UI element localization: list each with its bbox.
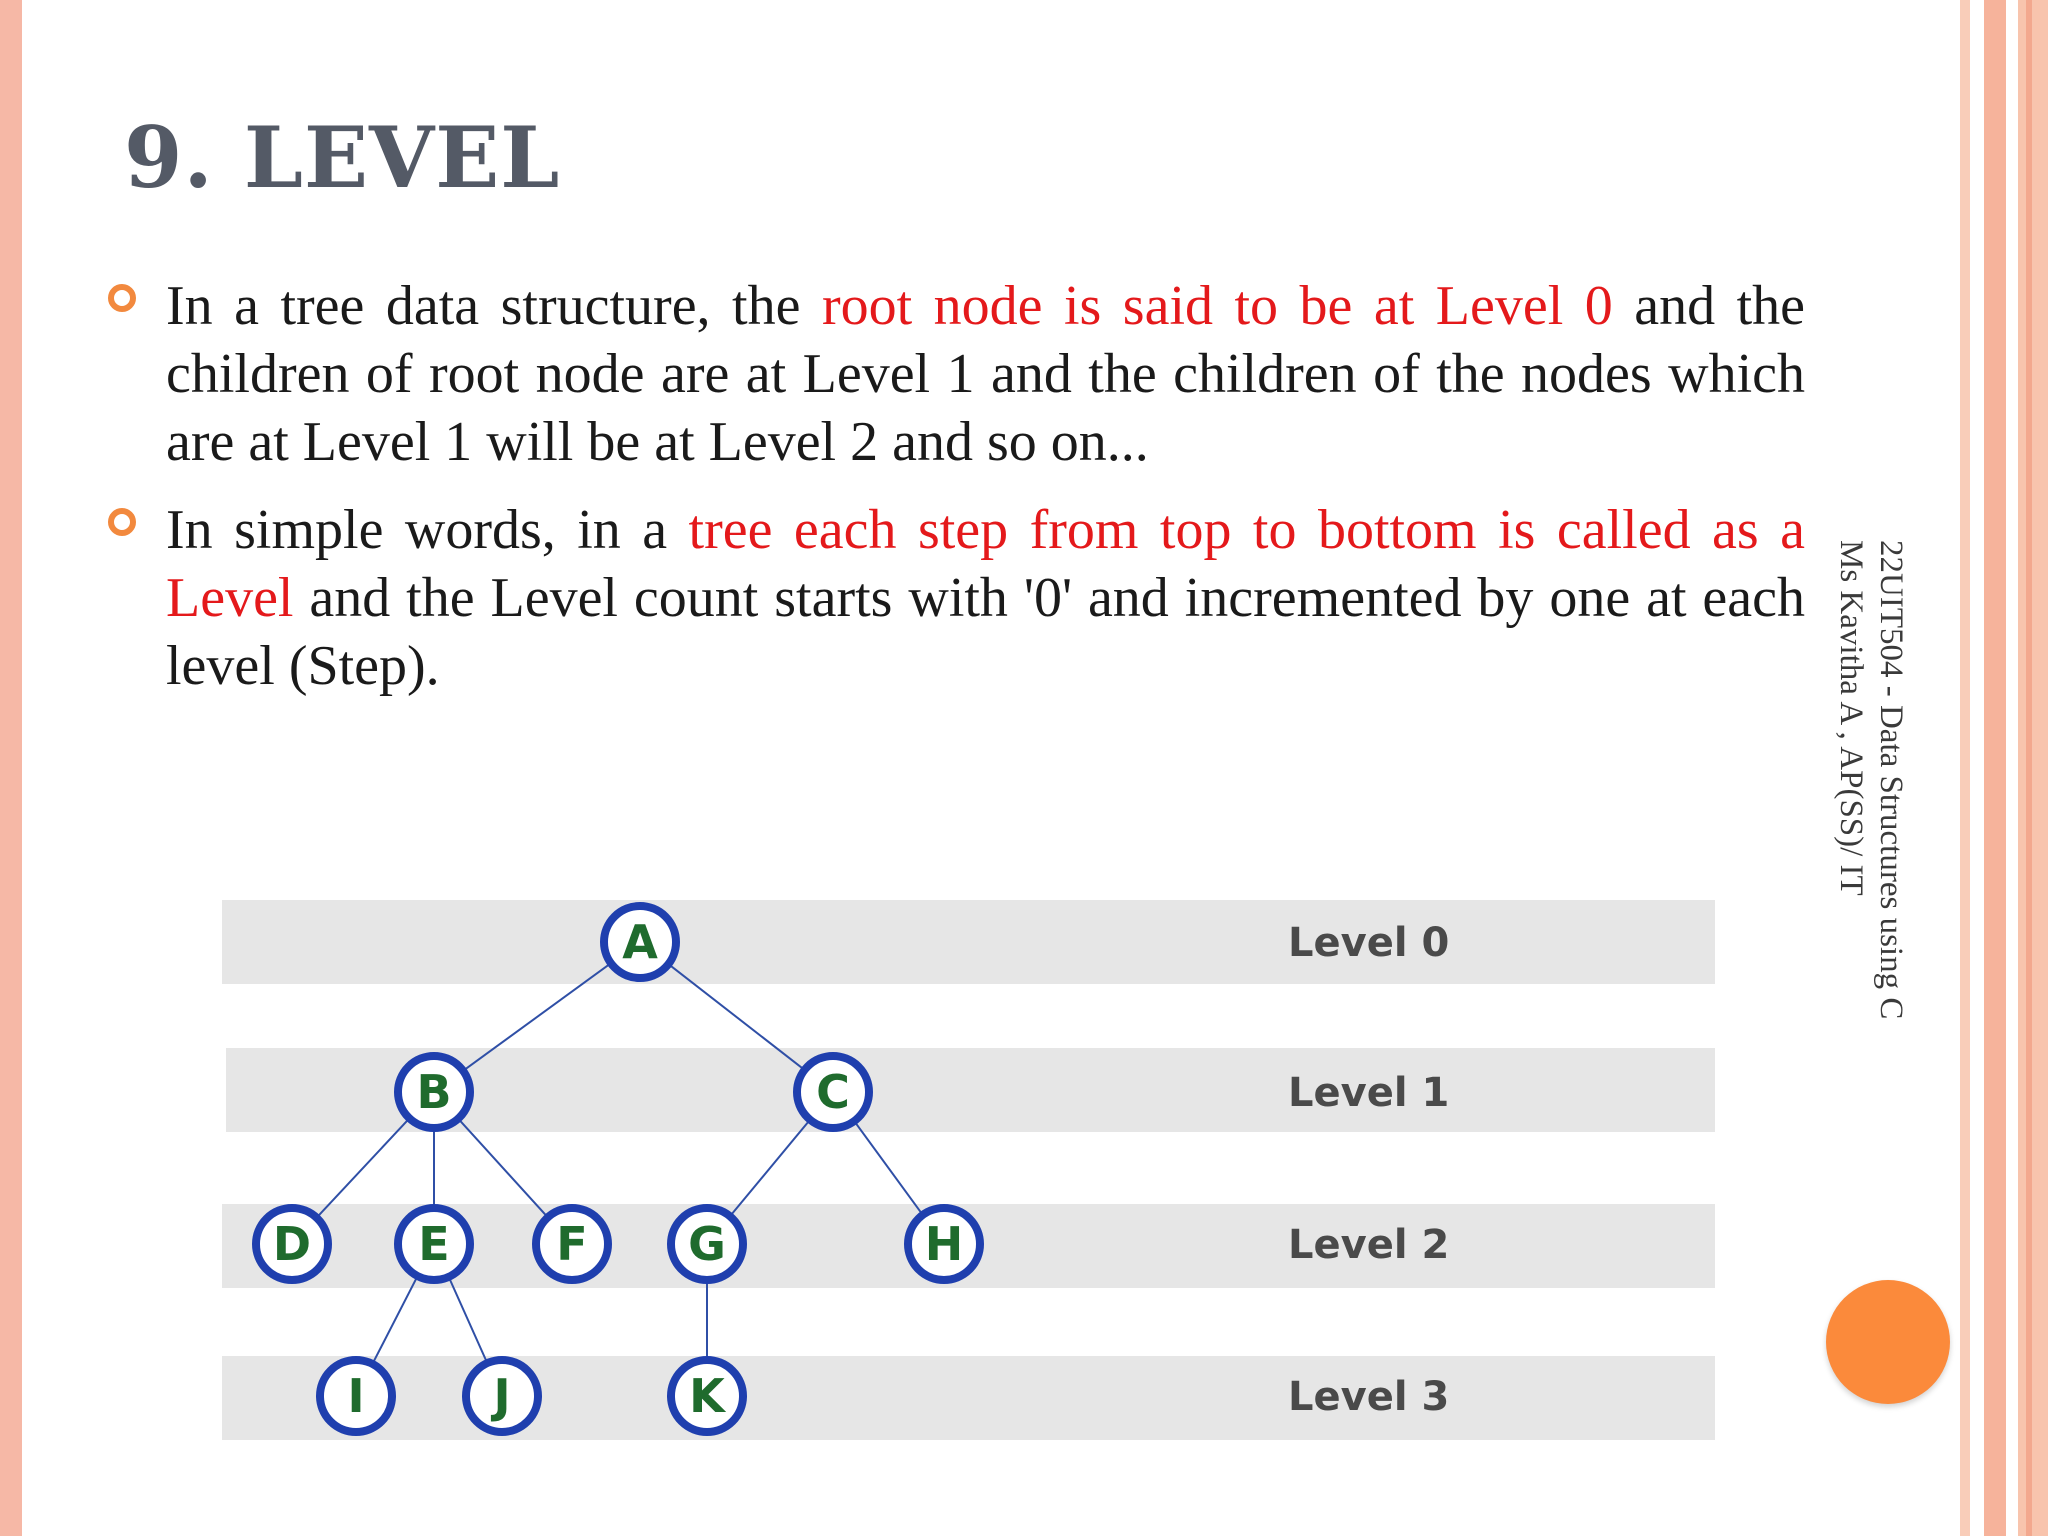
footer-text — [1831, 540, 1911, 1019]
tree-node-E — [398, 1208, 470, 1280]
level-label-3: Level 3 — [1288, 1374, 1450, 1420]
edge-B-F — [458, 1119, 548, 1218]
level-label-0: Level 0 — [1288, 920, 1450, 966]
node-label: K — [689, 1369, 725, 1423]
tree-node-A — [604, 906, 676, 978]
node-label: A — [622, 915, 658, 969]
bullet-2-text-1: In simple words, in a — [166, 499, 689, 561]
tree-node-J — [466, 1360, 538, 1432]
edge-E-I — [372, 1276, 417, 1364]
slide-footer — [1833, 540, 1911, 1120]
tree-node-C — [797, 1056, 869, 1128]
node-label: C — [816, 1065, 850, 1119]
node-label: H — [924, 1217, 964, 1271]
bullet-2-highlight: tree each step from top to bottom is called as a Level — [166, 499, 1805, 629]
tree-node-K — [671, 1360, 743, 1432]
level-label-2: Level 2 — [1288, 1222, 1450, 1268]
edge-B-D — [317, 1118, 410, 1217]
tree-nodes — [256, 906, 980, 1432]
edge-E-J — [449, 1277, 488, 1363]
bullet-2-text-2: and the Level count starts with '0' and incremented by one at each level (Step). — [166, 567, 1805, 697]
tree-node-G — [671, 1208, 743, 1280]
footer-author: Ms Kavitha A , AP(SS)/ IT — [1833, 540, 1869, 896]
bullet-1-highlight: root node is said to be at Level 0 — [821, 275, 1613, 337]
tree-node-B — [398, 1056, 470, 1128]
bullet-1-text-1: In a tree data structure, the — [166, 275, 822, 337]
accent-circle — [1826, 1280, 1950, 1404]
tree-node-H — [908, 1208, 980, 1280]
tree-node-F — [536, 1208, 608, 1280]
node-label: B — [416, 1065, 452, 1119]
level-bands — [222, 900, 1715, 1440]
edge-C-G — [730, 1120, 810, 1217]
node-label: G — [688, 1217, 726, 1271]
node-label: F — [556, 1217, 588, 1271]
slide-title: 9. LEVEL — [124, 108, 561, 207]
edge-C-H — [854, 1121, 923, 1215]
node-label: D — [272, 1217, 312, 1271]
level-band-0 — [222, 900, 1715, 984]
node-label: E — [418, 1217, 450, 1271]
bullet-1-text-2: and the children of root node are at Level 1 and the children of the nodes which are at Level 1 will be at Level 2 and so on... — [166, 275, 1805, 473]
level-band-3 — [222, 1356, 1715, 1440]
tree-node-I — [320, 1360, 392, 1432]
tree-edges — [317, 963, 923, 1364]
node-label: J — [493, 1369, 511, 1423]
node-label: I — [347, 1369, 365, 1423]
tree-node-D — [256, 1208, 328, 1280]
level-label-1: Level 1 — [1288, 1070, 1450, 1116]
footer-course: 22UIT504 - Data Structures using C — [1873, 540, 1909, 1020]
